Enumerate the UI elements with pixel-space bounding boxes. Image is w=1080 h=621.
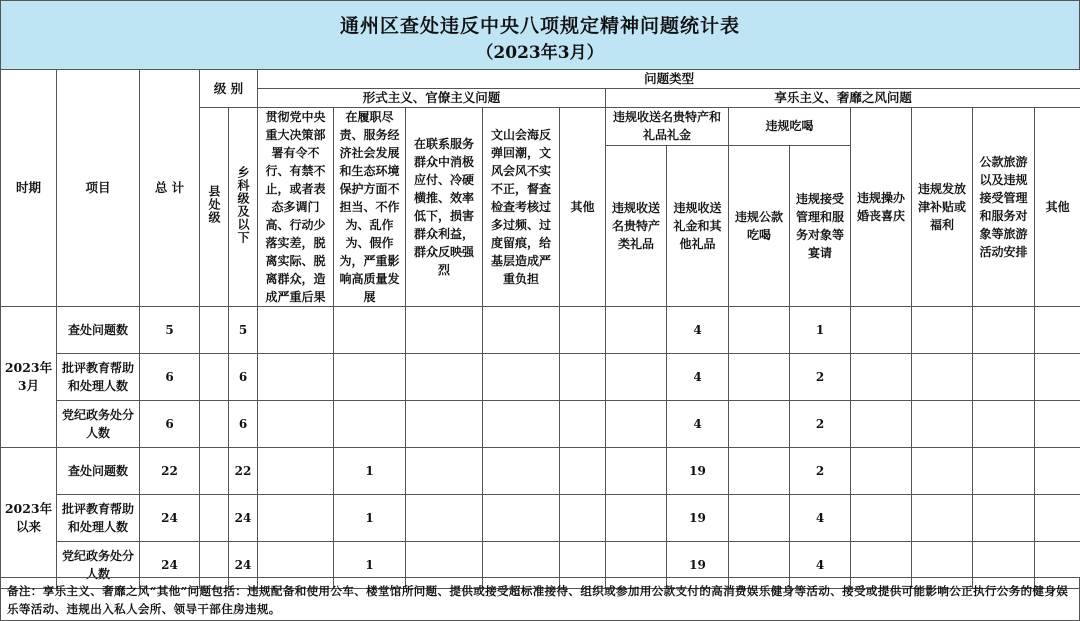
cell-d1 [729, 401, 790, 448]
table-subtitle: （2023年3月） [476, 43, 604, 63]
table-body [1, 307, 1080, 589]
cell-o4 [1035, 307, 1080, 354]
cell-o4 [1035, 354, 1080, 401]
cell-d1 [729, 448, 790, 495]
header-problem-type: 问题类型 [258, 70, 1080, 89]
cell-o2 [912, 354, 973, 401]
cell-f4 [483, 354, 560, 401]
header-weddings-funerals: 违规操办婚丧喜庆 [851, 108, 912, 307]
cell-f1 [258, 307, 334, 354]
cell-o1 [851, 495, 912, 542]
header-hedonism-group: 享乐主义、奢靡之风问题 [606, 89, 1080, 108]
header-formalism-col-3: 在联系服务群众中消极应付、冷硬横推、效率低下，损害群众利益，群众反映强烈 [406, 108, 483, 307]
footnote: 备注：享乐主义、奢靡之风“其他”问题包括：违规配备和使用公车、楼堂馆所问题、提供或接受超标准接待、组织或参加用公款支付的高消费娱乐健身等活动、接受或提供可能影响公正执行公务的健身娱乐等活动、违规出入私人会所、领导干部住房违规。 [0, 577, 1080, 621]
title-band [0, 0, 1080, 70]
row-item-label: 查处问题数 [57, 307, 140, 354]
table-row [1, 307, 1080, 354]
cell-total: 6 [140, 401, 200, 448]
statistics-table [0, 69, 1080, 589]
row-item-label: 党纪政务处分人数 [57, 542, 140, 589]
cell-d2: 2 [790, 448, 851, 495]
cell-d2: 1 [790, 307, 851, 354]
cell-o1 [851, 307, 912, 354]
cell-f4 [483, 448, 560, 495]
cell-township: 6 [229, 354, 258, 401]
cell-f5 [560, 401, 606, 448]
row-item-label: 批评教育帮助和处理人数 [57, 354, 140, 401]
cell-g2: 4 [667, 354, 729, 401]
header-total: 总 计 [140, 70, 200, 307]
cell-g1 [606, 307, 667, 354]
cell-township: 24 [229, 542, 258, 589]
cell-f5 [560, 354, 606, 401]
cell-d2: 4 [790, 542, 851, 589]
cell-township: 5 [229, 307, 258, 354]
header-allowances: 违规发放津补贴或福利 [912, 108, 973, 307]
cell-f5 [560, 307, 606, 354]
cell-o3 [973, 495, 1035, 542]
cell-o3 [973, 401, 1035, 448]
header-period: 时期 [1, 70, 57, 307]
period-label: 2023年3月 [1, 307, 57, 448]
cell-f2: 1 [334, 495, 406, 542]
header-gift-specialties: 违规收送名贵特产类礼品 [606, 145, 667, 306]
header-formalism-col-2: 在履职尽责、服务经济社会发展和生态环境保护方面不担当、不作为、乱作为、假作为，严重影响高质量发展 [334, 108, 406, 307]
row-item-label: 查处问题数 [57, 448, 140, 495]
cell-o1 [851, 354, 912, 401]
cell-o2 [912, 307, 973, 354]
header-formalism-group: 形式主义、官僚主义问题 [258, 89, 606, 108]
cell-d2: 2 [790, 354, 851, 401]
cell-f3 [406, 448, 483, 495]
cell-f2 [334, 307, 406, 354]
cell-g1 [606, 448, 667, 495]
cell-f2: 1 [334, 542, 406, 589]
cell-f3 [406, 354, 483, 401]
cell-total: 6 [140, 354, 200, 401]
header-level: 级 别 [200, 70, 258, 108]
cell-county [200, 495, 229, 542]
header-gift-cash: 违规收送礼金和其他礼品 [667, 145, 729, 306]
cell-o2 [912, 448, 973, 495]
cell-county [200, 401, 229, 448]
cell-county [200, 307, 229, 354]
header-dining-banquets: 违规接受管理和服务对象等宴请 [790, 145, 851, 306]
cell-f1 [258, 401, 334, 448]
table-title: 通州区查处违反中央八项规定精神问题统计表 [339, 15, 740, 37]
cell-township: 22 [229, 448, 258, 495]
table-row [1, 354, 1080, 401]
cell-township: 6 [229, 401, 258, 448]
cell-d2: 4 [790, 495, 851, 542]
cell-county [200, 448, 229, 495]
cell-f3 [406, 307, 483, 354]
cell-f3 [406, 495, 483, 542]
cell-g1 [606, 495, 667, 542]
cell-f2 [334, 401, 406, 448]
cell-d1 [729, 354, 790, 401]
cell-o4 [1035, 401, 1080, 448]
header-public-travel: 公款旅游以及违规接受管理和服务对象等旅游活动安排 [973, 108, 1035, 307]
row-item-label: 批评教育帮助和处理人数 [57, 495, 140, 542]
cell-o3 [973, 307, 1035, 354]
cell-f2: 1 [334, 448, 406, 495]
cell-d1 [729, 495, 790, 542]
cell-o2 [912, 401, 973, 448]
cell-f3 [406, 401, 483, 448]
header-county-level: 县处级 [200, 108, 229, 307]
header-formalism-col-1: 贯彻党中央重大决策部署有令不行、有禁不止，或者表态多调门高、行动少落实差，脱离实际、脱离群众，造成严重后果 [258, 108, 334, 307]
cell-o4 [1035, 448, 1080, 495]
row-item-label: 党纪政务处分人数 [57, 401, 140, 448]
cell-g2: 19 [667, 542, 729, 589]
cell-g2: 19 [667, 495, 729, 542]
cell-f5 [560, 448, 606, 495]
table-row [1, 448, 1080, 495]
cell-county [200, 354, 229, 401]
cell-total: 24 [140, 495, 200, 542]
period-label: 2023年以来 [1, 448, 57, 589]
cell-g1 [606, 401, 667, 448]
cell-g2: 4 [667, 307, 729, 354]
cell-o2 [912, 495, 973, 542]
cell-d1 [729, 307, 790, 354]
cell-o3 [973, 354, 1035, 401]
header-township-level: 乡科级及以下 [229, 108, 258, 307]
table-row [1, 495, 1080, 542]
cell-f4 [483, 307, 560, 354]
header-formalism-other: 其他 [560, 108, 606, 307]
header-hedonism-other: 其他 [1035, 108, 1080, 307]
cell-f5 [560, 495, 606, 542]
cell-f1 [258, 354, 334, 401]
header-item: 项目 [57, 70, 140, 307]
cell-f4 [483, 401, 560, 448]
cell-o1 [851, 401, 912, 448]
cell-o3 [973, 448, 1035, 495]
cell-township: 24 [229, 495, 258, 542]
cell-total: 22 [140, 448, 200, 495]
cell-total: 5 [140, 307, 200, 354]
table-row [1, 401, 1080, 448]
cell-o1 [851, 448, 912, 495]
header-dining-group: 违规吃喝 [729, 108, 851, 146]
header-dining-public-funds: 违规公款吃喝 [729, 145, 790, 306]
cell-f2 [334, 354, 406, 401]
cell-g2: 4 [667, 401, 729, 448]
header-gift-group: 违规收送名贵特产和礼品礼金 [606, 108, 729, 146]
cell-g2: 19 [667, 448, 729, 495]
cell-d2: 2 [790, 401, 851, 448]
cell-total: 24 [140, 542, 200, 589]
cell-o4 [1035, 495, 1080, 542]
cell-g1 [606, 354, 667, 401]
cell-f1 [258, 448, 334, 495]
header-formalism-col-4: 文山会海反弹回潮，文风会风不实不正，督查检查考核过多过频、过度留痕，给基层造成严重负担 [483, 108, 560, 307]
cell-f4 [483, 495, 560, 542]
cell-f1 [258, 495, 334, 542]
